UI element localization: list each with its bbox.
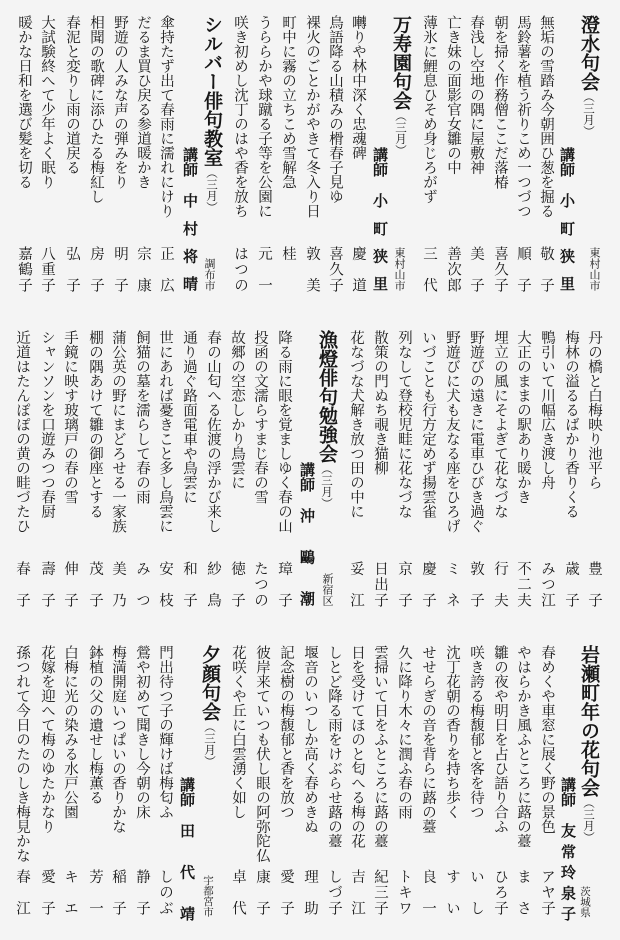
haiku-item: [178, 330, 200, 615]
haiku-text: 野遊びに犬も友なる座をひろげ: [444, 330, 460, 533]
haiku-author: しのぶ: [157, 869, 173, 915]
haiku-text: せせらぎの音を背らに蕗の薹: [420, 645, 436, 834]
haiku-text: 梅満開庭いつぱいの香りかな: [110, 645, 126, 834]
section-title: 岩瀬町年の花句会: [578, 645, 600, 797]
section-heading: [578, 645, 600, 843]
lecturer: [557, 645, 579, 930]
haiku-author: すい: [444, 869, 460, 915]
haiku-item: [324, 15, 346, 300]
haiku-text: 咲き誇る梅馥郁と客を待つ: [468, 645, 484, 819]
lecturer-label: 講師: [178, 777, 196, 807]
haiku-item: [536, 645, 558, 930]
haiku-item: [417, 645, 439, 930]
haiku-item: [84, 645, 106, 930]
haiku-item: [13, 15, 35, 300]
lecturer-label: 講師: [371, 147, 389, 177]
haiku-author: キエ: [62, 869, 78, 915]
haiku-text: 記念樹の梅馥郁と香を放つ: [278, 645, 294, 819]
haiku-text: 春泥と変りし雨の道戻る: [64, 15, 80, 175]
haiku-author: 愛子: [39, 869, 55, 915]
haiku-author: 桂: [280, 246, 296, 261]
lecturer: [176, 645, 198, 930]
haiku-item: [393, 645, 415, 930]
section-heading: [199, 645, 221, 767]
haiku-text: 故郷の空恋しかり鳥雲に: [229, 330, 245, 490]
haiku-item: [512, 330, 534, 615]
haiku-item: [251, 645, 273, 930]
haiku-author: 嘉鶴子: [16, 246, 32, 292]
haiku-text: 列なして登校児畦に花なづな: [396, 330, 412, 519]
haiku-text: 久に降り木々に潤ふ春の雨: [396, 645, 412, 819]
haiku-author: 美子: [468, 246, 484, 292]
haiku-author: 房子: [88, 246, 104, 292]
haiku-text: 亡き妹の面影官女雛の中: [445, 15, 461, 175]
section-city: 宇都宮市: [202, 875, 214, 917]
section-title: シルバー俳句教室: [201, 15, 223, 167]
haiku-author: みつ江: [539, 561, 555, 607]
haiku-author: 紗鳥: [205, 561, 221, 607]
haiku-item: [59, 645, 81, 930]
haiku-author: 安枝: [157, 561, 173, 607]
haiku-text: だるま買ひ戻る参道暖かき: [135, 15, 151, 189]
band-middle: [0, 330, 620, 625]
haiku-text: 降る雨に眼を覚ましゆく春の山: [276, 330, 292, 533]
haiku-text: シャンソンを口遊みつつ春厨: [39, 330, 55, 519]
haiku-item: [369, 645, 391, 930]
haiku-author: 稲子: [110, 869, 126, 915]
haiku-author: 行夫: [492, 561, 508, 607]
haiku-item: [61, 15, 83, 300]
haiku-text: 大正のままの駅あり暖かき: [515, 330, 531, 504]
haiku-item: [249, 330, 271, 615]
haiku-text: 薄氷に鯉息ひそめ身じろがず: [421, 15, 437, 204]
haiku-text: いづことも行方定めず揚雲雀: [420, 330, 436, 519]
haiku-item: [227, 645, 249, 930]
haiku-item: [512, 15, 534, 300]
haiku-text: 孫つれて今日のたのしき梅見かな: [14, 645, 30, 863]
haiku-item: [11, 330, 33, 615]
haiku-text: 雲掃いて日をふところに蕗の薹: [372, 645, 388, 848]
lecturer: [296, 330, 318, 615]
haiku-author: 良一: [420, 869, 436, 915]
haiku-author: 静子: [134, 869, 150, 915]
haiku-item: [369, 330, 391, 615]
haiku-item: [583, 330, 605, 615]
section-city: 東村山市: [393, 247, 406, 291]
section-title: 漁燈俳句勉強会: [316, 330, 338, 463]
haiku-text: 花なづな犬解き放つ田の中に: [348, 330, 364, 519]
section-title: 澄水句会: [578, 15, 600, 91]
haiku-author: 歳子: [563, 561, 579, 607]
section-title: 夕顔句会: [199, 645, 221, 721]
haiku-item: [154, 330, 176, 615]
haiku-item: [275, 645, 297, 930]
haiku-author: ひろ子: [492, 869, 508, 915]
section-month: （三月）: [205, 167, 219, 213]
haiku-author: 壽子: [39, 561, 55, 607]
haiku-text: 朝を掃く作務僧ここだ落椿: [492, 15, 508, 189]
haiku-item: [345, 330, 367, 615]
haiku-text: 裸火のごとかがやきて冬入り日: [304, 15, 320, 218]
haiku-author: 日出子: [372, 561, 388, 607]
haiku-text: 馬鈴薯を植う祈りこめ一つづつ: [515, 15, 531, 218]
haiku-item: [273, 330, 295, 615]
haiku-text: 鉢植の父の遺せし梅薫る: [87, 645, 103, 805]
section-heading: [316, 330, 338, 509]
haiku-author: トキワ: [396, 869, 412, 915]
haiku-item: [560, 330, 582, 615]
haiku-author: しづ子: [326, 869, 342, 915]
haiku-author: 不二夫: [515, 561, 531, 607]
haiku-item: [59, 330, 81, 615]
haiku-author: 敦子: [468, 561, 484, 607]
haiku-text: 近道はたんぽぽの黄の畦づたひ: [14, 330, 30, 533]
haiku-author: 元一: [256, 246, 272, 292]
haiku-text: 世にあれば憂きこと多し鳥雲に: [157, 330, 173, 533]
lecturer-name: 沖鷗潮: [298, 508, 316, 606]
haiku-text: 鳥語降る山積みの榾春子見ゆ: [327, 15, 343, 204]
haiku-text: 雛の夜や明日を占ひ語り合ふ: [492, 645, 508, 834]
haiku-item: [229, 15, 251, 300]
haiku-text: 無垢の雪踏み今朝囲ひ葱を掘る: [538, 15, 554, 218]
haiku-author: 愛子: [278, 869, 294, 915]
section-city: 新宿区: [321, 573, 334, 606]
haiku-item: [36, 645, 58, 930]
haiku-author: たつの: [252, 561, 268, 607]
haiku-item: [535, 15, 557, 300]
haiku-author: 徳子: [229, 561, 245, 607]
lecturer-label: 講師: [558, 147, 576, 177]
section-month: （三月）: [582, 91, 596, 137]
lecturer-label: 講師: [559, 777, 577, 807]
haiku-item: [512, 645, 534, 930]
haiku-text: 通り過ぐ路面電車や鳥雲に: [181, 330, 197, 504]
haiku-author: 敬子: [538, 246, 554, 292]
lecturer: [556, 15, 578, 300]
haiku-text: 咲き初めし沈丁のはや香を放ち: [232, 15, 248, 218]
haiku-author: 璋子: [276, 561, 292, 607]
haiku-author: 春江: [14, 869, 30, 915]
haiku-item: [85, 15, 107, 300]
haiku-text: 野遊の人みな声の弾みをり: [112, 15, 128, 189]
haiku-author: 明子: [112, 246, 128, 292]
haiku-item: [441, 330, 463, 615]
haiku-text: 囀りや林中深く忠魂碑: [350, 15, 366, 160]
haiku-text: しとど降る雨をけぶらせ蕗の薹: [326, 645, 342, 848]
haiku-text: 門出待つ子の輝けば梅匂ふ: [157, 645, 173, 819]
haiku-item: [131, 330, 153, 615]
haiku-item: [253, 15, 275, 300]
haiku-author: 喜久子: [492, 246, 508, 292]
section-heading: [390, 15, 412, 156]
haiku-item: [417, 330, 439, 615]
haiku-text: うららかや球蹴る子等を公園に: [256, 15, 272, 218]
lecturer-name: 田代靖: [178, 823, 196, 921]
section-month: （三月）: [394, 110, 408, 156]
haiku-author: 京子: [396, 561, 412, 607]
haiku-item: [465, 330, 487, 615]
section-month: （三月）: [203, 721, 217, 767]
lecturer-name: 小町狭里: [558, 193, 576, 291]
haiku-author: 八重子: [39, 246, 55, 292]
haiku-text: 暖かな日和を選び髪を切る: [16, 15, 32, 189]
haiku-text: 白梅に光の染みる水戸公園: [62, 645, 78, 819]
section-city: 茨城県: [579, 885, 591, 917]
haiku-text: 町中に霧の立ちこめ雪解急: [280, 15, 296, 189]
haiku-author: いし: [468, 869, 484, 915]
haiku-item: [393, 330, 415, 615]
haiku-author: はつの: [232, 246, 248, 292]
haiku-item: [107, 645, 129, 930]
band-top: [0, 15, 620, 310]
haiku-item: [36, 330, 58, 615]
haiku-text: 日を受けてほのと匂へる梅の花: [349, 645, 365, 848]
haiku-author: 吉江: [349, 869, 365, 915]
haiku-author: ミネ: [444, 561, 460, 607]
haiku-author: 慶子: [420, 561, 436, 607]
haiku-author: 紀三子: [372, 869, 388, 915]
haiku-author: 和子: [181, 561, 197, 607]
haiku-item: [107, 330, 129, 615]
haiku-item: [84, 330, 106, 615]
haiku-text: 相聞の歌碑に添ひたる梅紅し: [88, 15, 104, 204]
haiku-author: 豊子: [586, 561, 602, 607]
haiku-author: 卓代: [230, 869, 246, 915]
section-month: （三月）: [582, 797, 596, 843]
haiku-author: アヤ子: [539, 869, 555, 915]
haiku-text: 堰音のいつしか高く春めきぬ: [302, 645, 318, 834]
haiku-author: 善次郎: [445, 246, 461, 292]
haiku-item: [489, 15, 511, 300]
lecturer-label: 講師: [181, 147, 199, 177]
haiku-author: 慶道: [350, 246, 366, 292]
haiku-author: 妥江: [348, 561, 364, 607]
haiku-item: [155, 15, 177, 300]
haiku-text: 野遊びの遠きに電車ひびき過ぐ: [468, 330, 484, 533]
section-heading: [578, 15, 600, 137]
section-city: 東村山市: [588, 247, 601, 291]
haiku-text: 蒲公英の野にまどろせる一家族: [110, 330, 126, 533]
haiku-text: 鶯や初めて聞きし今朝の床: [134, 645, 150, 819]
haiku-item: [301, 15, 323, 300]
haiku-item: [347, 15, 369, 300]
haiku-item: [132, 15, 154, 300]
haiku-text: 投函の文濡らすまじ春の雪: [252, 330, 268, 504]
haiku-item: [323, 645, 345, 930]
lecturer-name: 小町狭里: [371, 193, 389, 291]
band-bottom: [0, 645, 620, 940]
haiku-item: [202, 330, 224, 615]
haiku-author: 茂子: [87, 561, 103, 607]
lecturer-name: 友常玲泉子: [559, 823, 577, 921]
haiku-item: [442, 15, 464, 300]
haiku-item: [131, 645, 153, 930]
haiku-author: 春子: [14, 561, 30, 607]
section-month: （三月）: [320, 463, 334, 509]
haiku-author: 正広: [158, 246, 174, 292]
lecturer-label: 講師: [298, 462, 316, 492]
haiku-item: [277, 15, 299, 300]
haiku-item: [11, 645, 33, 930]
haiku-text: 沈丁花朝の香りを持ち歩く: [444, 645, 460, 819]
haiku-item: [109, 15, 131, 300]
haiku-item: [441, 645, 463, 930]
haiku-item: [489, 645, 511, 930]
haiku-text: 傘持たず出て春雨に濡れにけり: [158, 15, 174, 218]
haiku-item: [489, 330, 511, 615]
haiku-item: [226, 330, 248, 615]
haiku-item: [154, 645, 176, 930]
haiku-text: 春浅し空地の隅に屋敷神: [468, 15, 484, 175]
lecturer: [179, 15, 201, 300]
haiku-author: 宗康: [135, 246, 151, 292]
haiku-text: 飼猫の墓を濡らして春の雨: [134, 330, 150, 504]
haiku-text: 花咲くや丘に白雲湧く如し: [230, 645, 246, 819]
haiku-text: 彼岸来ていつも伏し眼の阿弥陀仏: [254, 645, 270, 863]
haiku-author: 弘子: [64, 246, 80, 292]
haiku-item: [36, 15, 58, 300]
haiku-item: [536, 330, 558, 615]
lecturer: [369, 15, 391, 300]
haiku-author: みつ: [134, 561, 150, 607]
haiku-text: 大試験終へて少年よく眠り: [39, 15, 55, 189]
haiku-text: 春の山匂へる佐渡の浮かび来し: [205, 330, 221, 533]
haiku-text: 梅林の溢るるばかり香りくる: [563, 330, 579, 519]
haiku-item: [418, 15, 440, 300]
haiku-text: 丹の橋と白梅映り池平ら: [586, 330, 602, 490]
haiku-author: 美乃: [110, 561, 126, 607]
section-city: 調布市: [203, 258, 216, 291]
section-title: 万寿園句会: [390, 15, 412, 110]
haiku-text: 埋立の風にそよぎて花なづな: [492, 330, 508, 519]
haiku-author: 三代: [421, 246, 437, 292]
haiku-text: 手鏡に映す玻璃戸の春の雪: [62, 330, 78, 504]
haiku-text: やはらかき風ふところに蕗の薹: [515, 645, 531, 848]
haiku-author: 敦美: [304, 246, 320, 292]
haiku-text: 棚の隅あけて雛の御座とする: [87, 330, 103, 519]
haiku-text: 散策の門ぬち覗き猫柳: [372, 330, 388, 475]
haiku-text: 鴨引いて川幅広き渡し舟: [539, 330, 555, 490]
haiku-item: [465, 15, 487, 300]
haiku-item: [299, 645, 321, 930]
haiku-text: 春めくや車窓に展く野の景色: [539, 645, 555, 834]
haiku-author: 康子: [254, 869, 270, 915]
section-heading: [201, 15, 223, 213]
haiku-author: 順子: [515, 246, 531, 292]
lecturer-name: 中村将晴: [181, 193, 199, 291]
haiku-author: まさ: [515, 869, 531, 915]
haiku-text: 花嫁を迎へて梅のゆたかなり: [39, 645, 55, 834]
haiku-author: 理助: [302, 869, 318, 915]
haiku-item: [346, 645, 368, 930]
haiku-author: 喜久子: [327, 246, 343, 292]
haiku-author: 伸子: [62, 561, 78, 607]
haiku-author: 芳一: [87, 869, 103, 915]
haiku-item: [465, 645, 487, 930]
